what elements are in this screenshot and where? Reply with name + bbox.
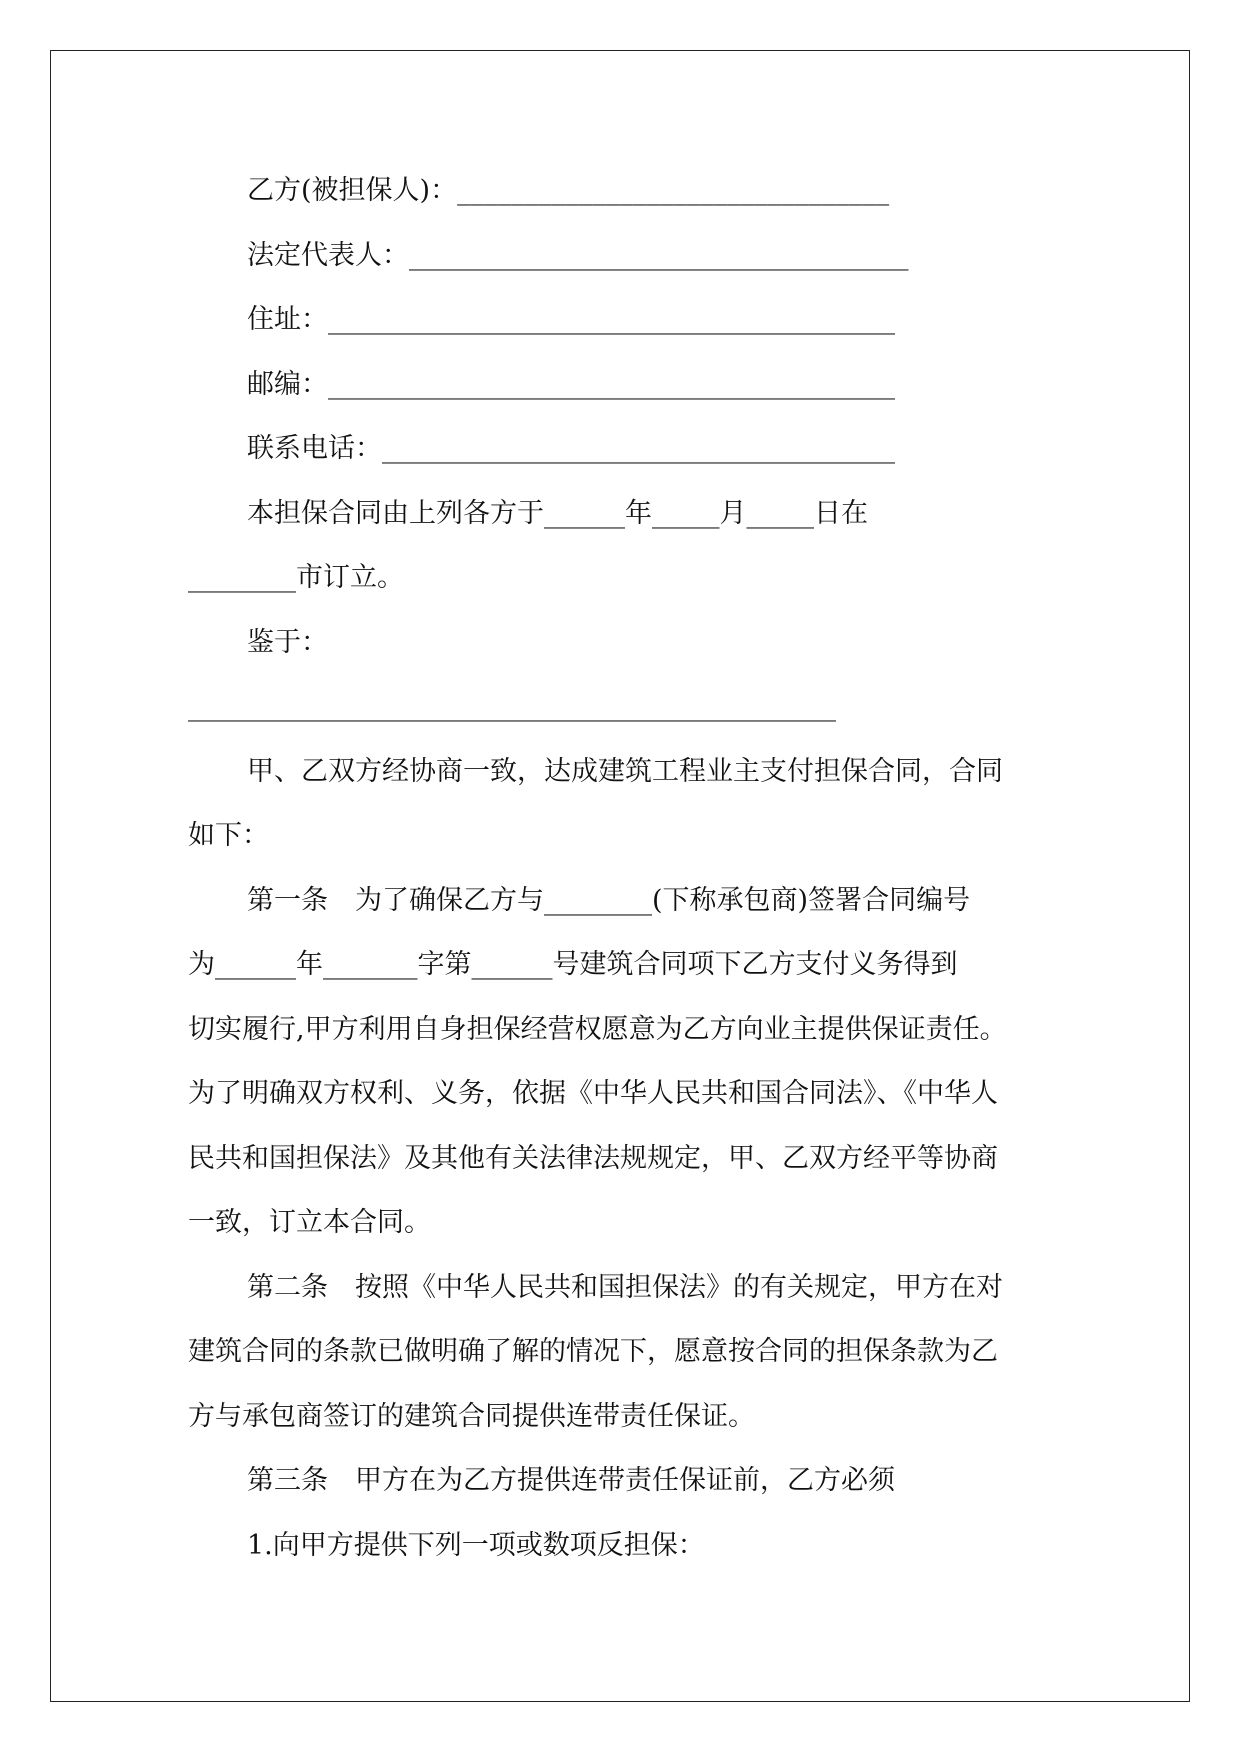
agreement-paragraph-line: 如下： (188, 820, 269, 851)
legal-representative-line: 法定代表人：_____________________________________ (247, 239, 909, 271)
article-one-line: 一致，订立本合同。 (188, 1207, 431, 1238)
article-one-line: 第一条 为了确保乙方与________(下称承包商)签署合同编号 (247, 884, 971, 916)
party-b-line: 乙方(被担保人)：________________________________ (247, 175, 890, 206)
address-line: 住址：__________________________________________ (247, 304, 895, 335)
article-two-line: 建筑合同的条款已做明确了解的情况下，愿意按合同的担保条款为乙 (188, 1336, 998, 1367)
article-one-line: 为了明确双方权利、义务，依据《中华人民共和国合同法》、《中华人 (188, 1078, 998, 1109)
article-one-line: 民共和国担保法》及其他有关法律法规规定，甲、乙双方经平等协商 (188, 1142, 998, 1174)
article-three-line: 第三条 甲方在为乙方提供连带责任保证前，乙方必须 (247, 1465, 895, 1496)
phone-line: 联系电话：______________________________________ (247, 433, 895, 464)
signing-city-line: ________市订立。 (188, 562, 404, 593)
article-two-line: 第二条 按照《中华人民共和国担保法》的有关规定，甲方在对 (247, 1271, 1003, 1303)
counter-guarantee-item: 1.向甲方提供下列一项或数项反担保： (247, 1529, 705, 1561)
article-one-line: 为______年_______字第______号建筑合同项下乙方支付义务得到 (188, 949, 958, 980)
signing-date-line: 本担保合同由上列各方于______年_____月_____日在 (247, 497, 868, 529)
postcode-line: 邮编：__________________________________________ (247, 368, 895, 400)
whereas-blank-line: ________________________________________________ (188, 691, 836, 722)
whereas-label: 鉴于： (247, 626, 328, 658)
article-one-line: 切实履行,甲方利用自身担保经营权愿意为乙方向业主提供保证责任。 (188, 1013, 1007, 1045)
document-body (188, 159, 1058, 1578)
agreement-paragraph-line: 甲、乙双方经协商一致，达成建筑工程业主支付担保合同，合同 (247, 755, 1003, 787)
article-two-line: 方与承包商签订的建筑合同提供连带责任保证。 (188, 1400, 755, 1432)
